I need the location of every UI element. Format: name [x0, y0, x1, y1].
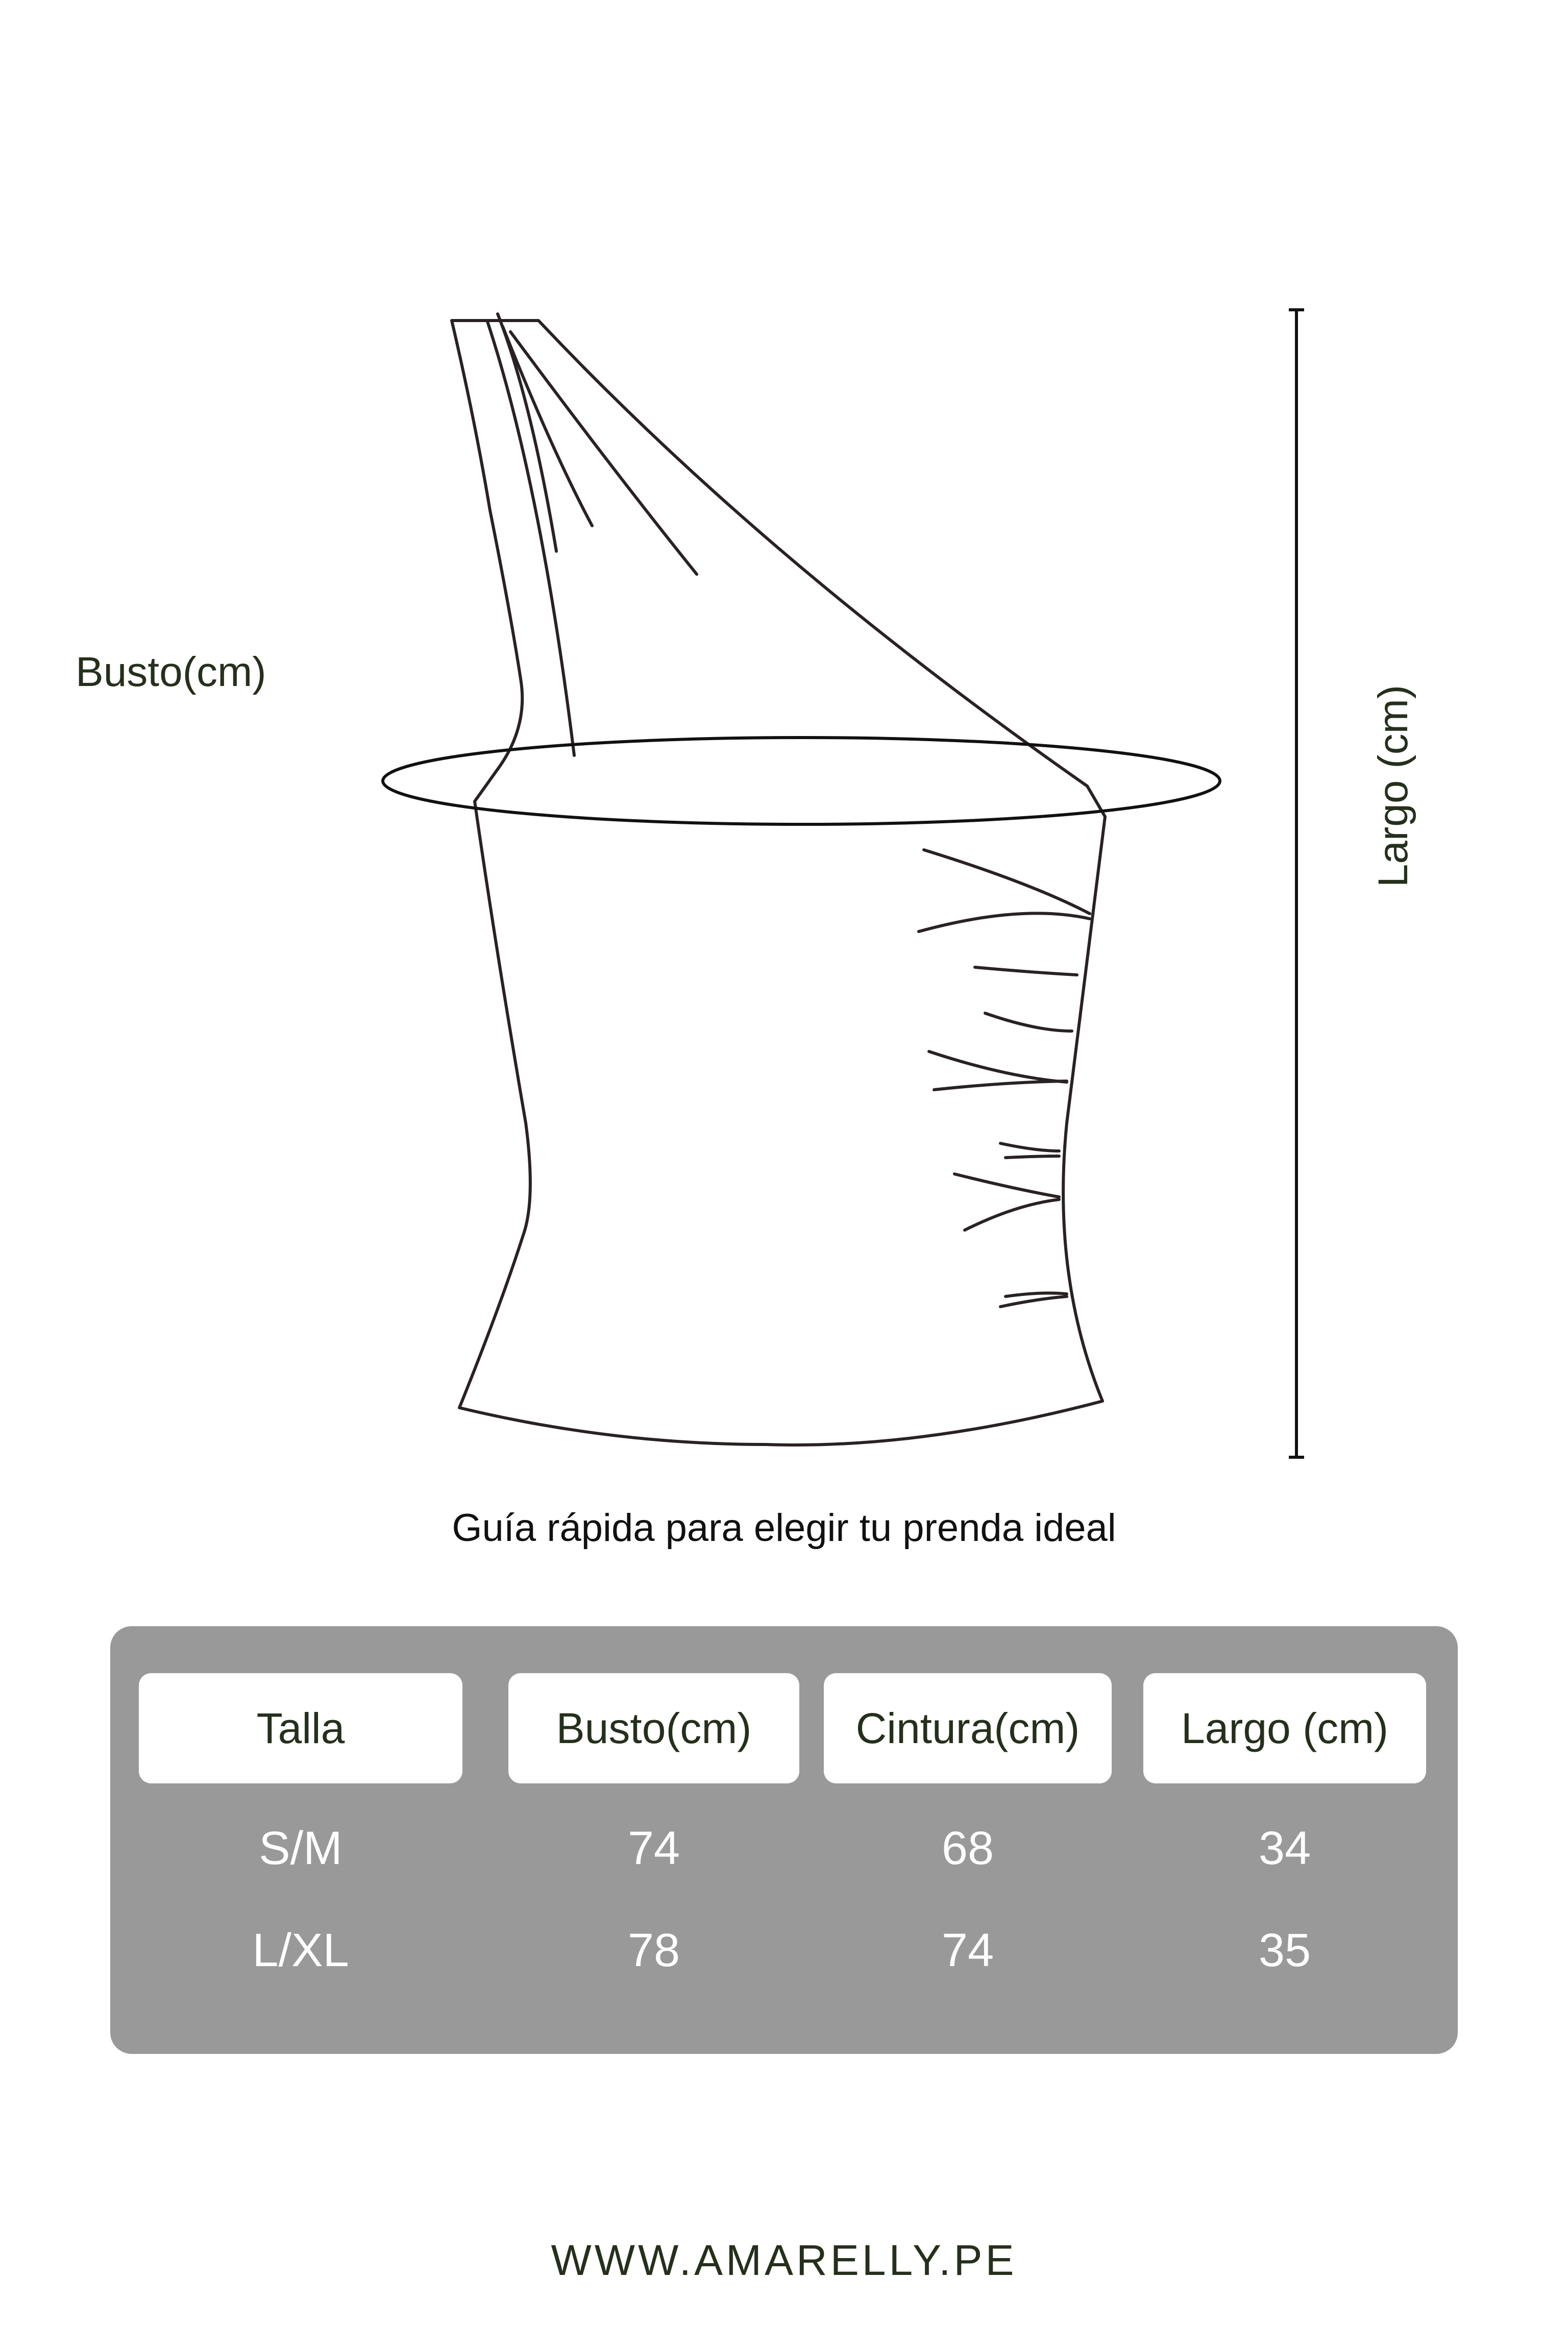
table-cell-cintura-row2: 74 [941, 1924, 994, 1976]
ruching-line [929, 1051, 1067, 1082]
size-guide-caption: Guía rápida para elegir tu prenda ideal [452, 1506, 1116, 1550]
ruching-line [934, 1081, 1067, 1090]
table-cell-largo-row2: 35 [1258, 1924, 1311, 1976]
bust-measure-ellipse [383, 738, 1220, 824]
ruching-line [985, 1013, 1072, 1031]
table-cell-busto-row1: 74 [627, 1822, 680, 1874]
ruching-line [954, 1174, 1059, 1197]
drape-fold [487, 322, 574, 755]
ruching-line [919, 913, 1090, 932]
table-cell-largo-row1: 34 [1258, 1822, 1311, 1874]
website-link[interactable]: WWW.AMARELLY.PE [551, 2236, 1017, 2284]
header-busto: Busto(cm) [508, 1673, 799, 1783]
ruching-line [1006, 1156, 1059, 1158]
ruching-line [1000, 1296, 1067, 1307]
garment-outline [452, 321, 1105, 1445]
length-label: Largo (cm) [1370, 684, 1416, 888]
table-cell-cintura-row1: 68 [941, 1822, 994, 1874]
header-talla: Talla [139, 1673, 462, 1783]
ruching-line [1000, 1143, 1059, 1151]
ruching-line [924, 850, 1090, 914]
bust-label: Busto(cm) [76, 649, 266, 695]
table-cell-talla-row2: L/XL [252, 1924, 349, 1976]
table-cell-busto-row2: 78 [627, 1924, 680, 1976]
header-largo: Largo (cm) [1143, 1673, 1426, 1783]
length-measure-line [1289, 310, 1304, 1457]
size-table [110, 1626, 1458, 2054]
ruching-line [975, 967, 1077, 975]
header-cintura: Cintura(cm) [824, 1673, 1112, 1783]
ruching-line [965, 1199, 1059, 1230]
table-cell-talla-row1: S/M [259, 1822, 342, 1874]
